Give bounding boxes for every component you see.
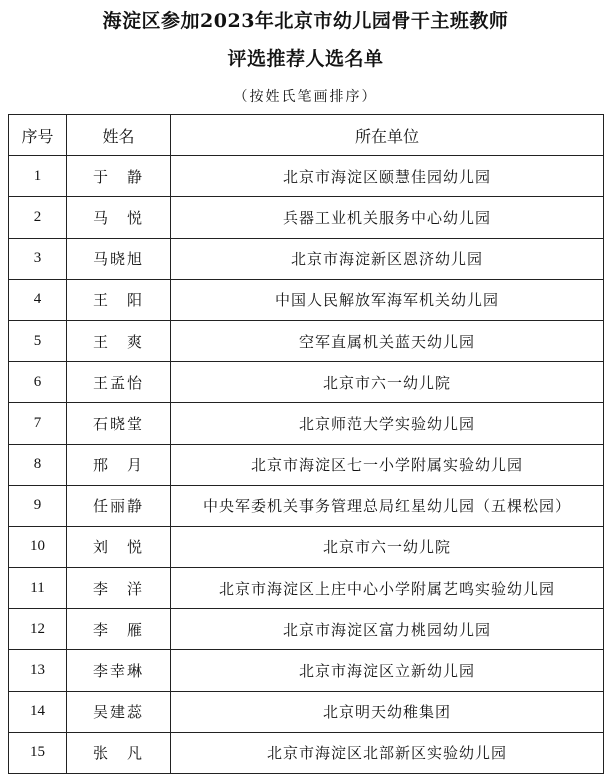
row-unit: 北京明天幼稚集团 <box>171 691 604 732</box>
table-row <box>9 362 604 403</box>
row-index: 10 <box>9 526 67 567</box>
row-unit: 中央军委机关事务管理总局红星幼儿园（五棵松园） <box>171 485 604 526</box>
row-unit: 北京市海淀新区恩济幼儿园 <box>171 238 604 279</box>
row-index: 13 <box>9 650 67 691</box>
row-index: 5 <box>9 320 67 361</box>
table-row <box>9 691 604 732</box>
table-row <box>9 732 604 773</box>
table-row <box>9 156 604 197</box>
row-name: 邢 月 <box>67 444 171 485</box>
row-name: 任丽静 <box>67 485 171 526</box>
row-name: 吴建蕊 <box>67 691 171 732</box>
table-row <box>9 197 604 238</box>
row-index: 7 <box>9 403 67 444</box>
row-index: 8 <box>9 444 67 485</box>
row-index: 3 <box>9 238 67 279</box>
table-row <box>9 403 604 444</box>
table-row <box>9 444 604 485</box>
row-unit: 北京市海淀区七一小学附属实验幼儿园 <box>171 444 604 485</box>
row-name: 王 爽 <box>67 320 171 361</box>
row-name: 刘 悦 <box>67 526 171 567</box>
row-index: 6 <box>9 362 67 403</box>
row-name: 李 雁 <box>67 609 171 650</box>
row-name: 王孟怡 <box>67 362 171 403</box>
table-row <box>9 650 604 691</box>
row-index: 12 <box>9 609 67 650</box>
row-unit: 北京市海淀区富力桃园幼儿园 <box>171 609 604 650</box>
row-index: 14 <box>9 691 67 732</box>
row-index: 11 <box>9 568 67 609</box>
document-title-line-2: 评选推荐人选名单 <box>227 48 384 70</box>
row-index: 4 <box>9 279 67 320</box>
row-unit: 兵器工业机关服务中心幼儿园 <box>171 197 604 238</box>
table-row <box>9 609 604 650</box>
row-name: 马 悦 <box>67 197 171 238</box>
row-unit: 空军直属机关蓝天幼儿园 <box>171 320 604 361</box>
header-index: 序号 <box>9 115 67 156</box>
candidate-table <box>8 114 604 774</box>
row-index: 2 <box>9 197 67 238</box>
row-unit: 北京市海淀区北部新区实验幼儿园 <box>171 732 604 773</box>
row-unit: 北京市海淀区上庄中心小学附属艺鸣实验幼儿园 <box>171 568 604 609</box>
row-name: 李幸琳 <box>67 650 171 691</box>
table-row <box>9 568 604 609</box>
row-name: 张 凡 <box>67 732 171 773</box>
row-index: 1 <box>9 156 67 197</box>
row-unit: 北京市六一幼儿院 <box>171 362 604 403</box>
row-name: 于 静 <box>67 156 171 197</box>
row-name: 石晓堂 <box>67 403 171 444</box>
table-row <box>9 279 604 320</box>
row-unit: 北京师范大学实验幼儿园 <box>171 403 604 444</box>
row-name: 李 洋 <box>67 568 171 609</box>
table-row <box>9 485 604 526</box>
row-unit: 北京市六一幼儿院 <box>171 526 604 567</box>
table-row <box>9 238 604 279</box>
table-row <box>9 526 604 567</box>
table-header-row <box>9 115 604 156</box>
row-name: 马晓旭 <box>67 238 171 279</box>
header-name: 姓名 <box>67 115 171 156</box>
row-index: 9 <box>9 485 67 526</box>
row-name: 王 阳 <box>67 279 171 320</box>
document-subtitle: （按姓氏笔画排序） <box>233 89 378 105</box>
row-unit: 北京市海淀区立新幼儿园 <box>171 650 604 691</box>
document-title-line-1: 海淀区参加2023年北京市幼儿园骨干主班教师 <box>102 10 509 32</box>
table-row <box>9 320 604 361</box>
header-unit: 所在单位 <box>171 115 604 156</box>
row-unit: 中国人民解放军海军机关幼儿园 <box>171 279 604 320</box>
row-index: 15 <box>9 732 67 773</box>
row-unit: 北京市海淀区颐慧佳园幼儿园 <box>171 156 604 197</box>
